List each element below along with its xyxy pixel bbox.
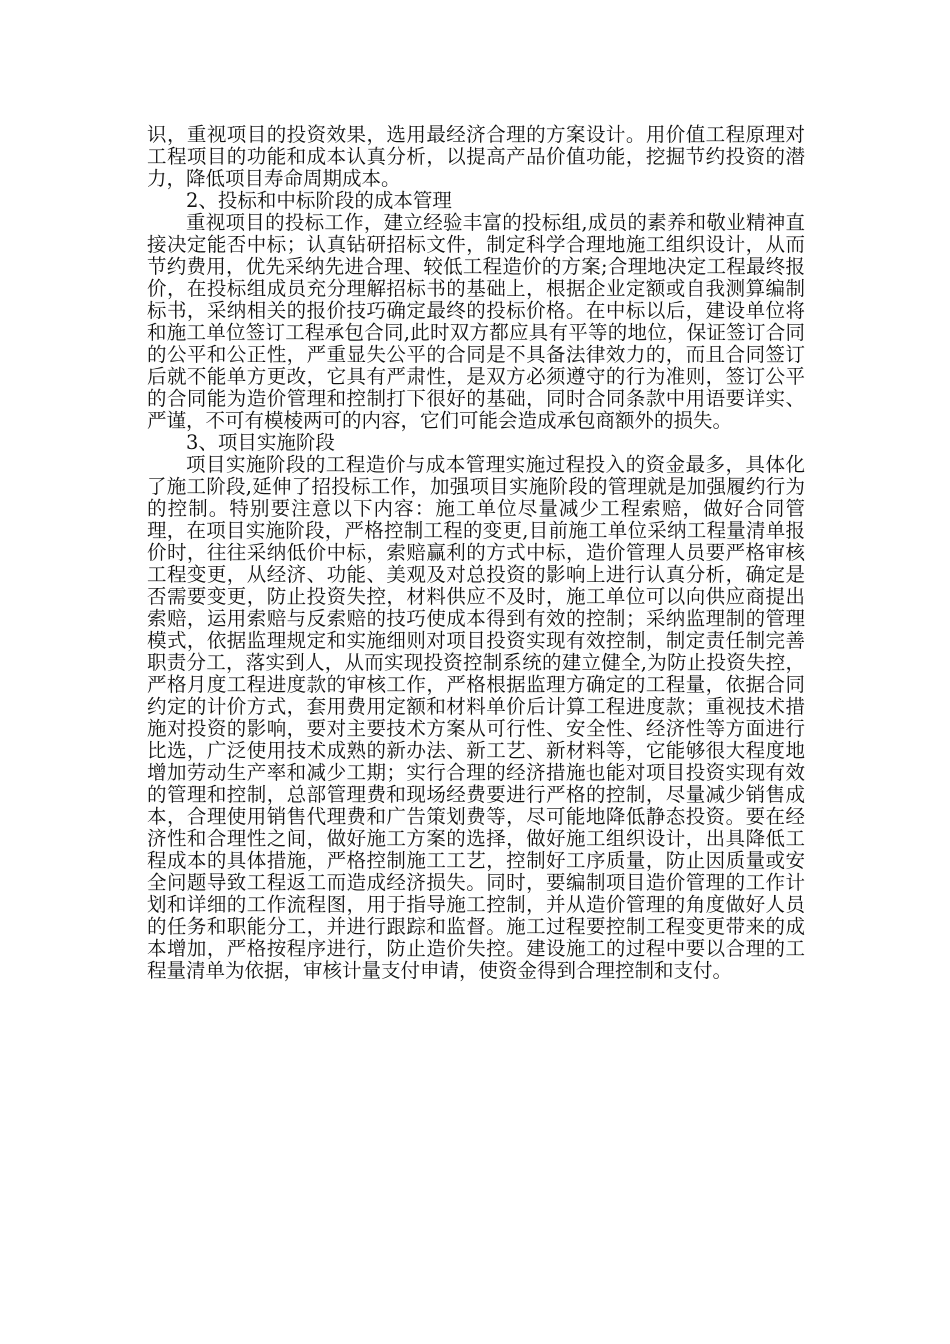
document-body bbox=[147, 124, 805, 982]
paragraph-continuation: 识，重视项目的投资效果，选用最经济合理的方案设计。用价值工程原理对工程项目的功能和成本认真分析，以提高产品价值功能，挖掘节约投资的潜力，降低项目寿命周期成本。 bbox=[147, 123, 805, 190]
paragraph-bidding: 重视项目的投标工作，建立经验丰富的投标组,成员的素养和敬业精神直接决定能否中标；认真钻研招标文件，制定科学合理地施工组织设计，从而节约费用，优先采纳先进合理、较低工程造价的方案;合理地决定工程最终报价，在投标组成员充分理解招标书的基础上，根据企业定额或自我测算编制标书，采纳相关的报价技巧确定最终的投标价格。在中标以后，建设单位将和施工单位签订工程承包合同,此时双方都应具有平等的地位，保证签订合同的公平和公正性，严重显失公平的合同是不具备法律效力的，而且合同签订后就不能单方更改，它具有严肃性，是双方必须遵守的行为准则，签订公平的合同能为造价管理和控制打下很好的基础，同时合同条款中用语要详实、严谨，不可有模棱两可的内容，它们可能会造成承包商额外的损失。 bbox=[147, 211, 805, 432]
section-heading-3: 3、项目实施阶段 bbox=[186, 431, 335, 454]
paragraph-implementation: 项目实施阶段的工程造价与成本管理实施过程投入的资金最多，具体化了施工阶段,延伸了招投标工作，加强项目实施阶段的管理就是加强履约行为的控制。特别要注意以下内容：施工单位尽量减少工程索赔，做好合同管理，在项目实施阶段，严格控制工程的变更,目前施工单位采纳工程量清单报价时，往往采纳低价中标，索赔赢利的方式中标，造价管理人员要严格审核工程变更，从经济、功能、美观及对总投资的影响上进行认真分析，确定是否需要变更，防止投资失控，材料供应不及时，施工单位可以向供应商提出索赔，运用索赔与反索赔的技巧使成本得到有效的控制；采纳监理制的管理模式，依据监理规定和实施细则对项目投资实现有效控制，制定责任制完善职责分工，落实到人，从而实现投资控制系统的建立健全,为防止投资失控，严格月度工程进度款的审核工作，严格根据监理方确定的工程量，依据合同约定的计价方式，套用费用定额和材料单价后计算工程进度款；重视技术措施对投资的影响，要对主要技术方案从可行性、安全性、经济性等方面进行比选，广泛使用技术成熟的新办法、新工艺、新材料等，它能够很大程度地增加劳动生产率和减少工期；实行合理的经济措施也能对项目投资实现有效的管理和控制，总部管理费和现场经费要进行严格的控制，尽量减少销售成本，合理使用销售代理费和广告策划费等，尽可能地降低静态投资。要在经济性和合理性之间，做好施工方案的选择，做好施工组织设计，出具降低工程成本的具体措施，严格控制施工工艺，控制好工序质量，防止因质量或安全问题导致工程返工而造成经济损失。同时，要编制项目造价管理的工作计划和详细的工作流程图，用于指导施工控制，并从造价管理的角度做好人员的任务和职能分工，并进行跟踪和监督。施工过程要控制工程变更带来的成本增加，严格按程序进行，防止造价失控。建设施工的过程中要以合理的工程量清单为依据，审核计量支付申请，使资金得到合理控制和支付。 bbox=[147, 453, 805, 982]
section-heading-2: 2、投标和中标阶段的成本管理 bbox=[186, 189, 452, 212]
